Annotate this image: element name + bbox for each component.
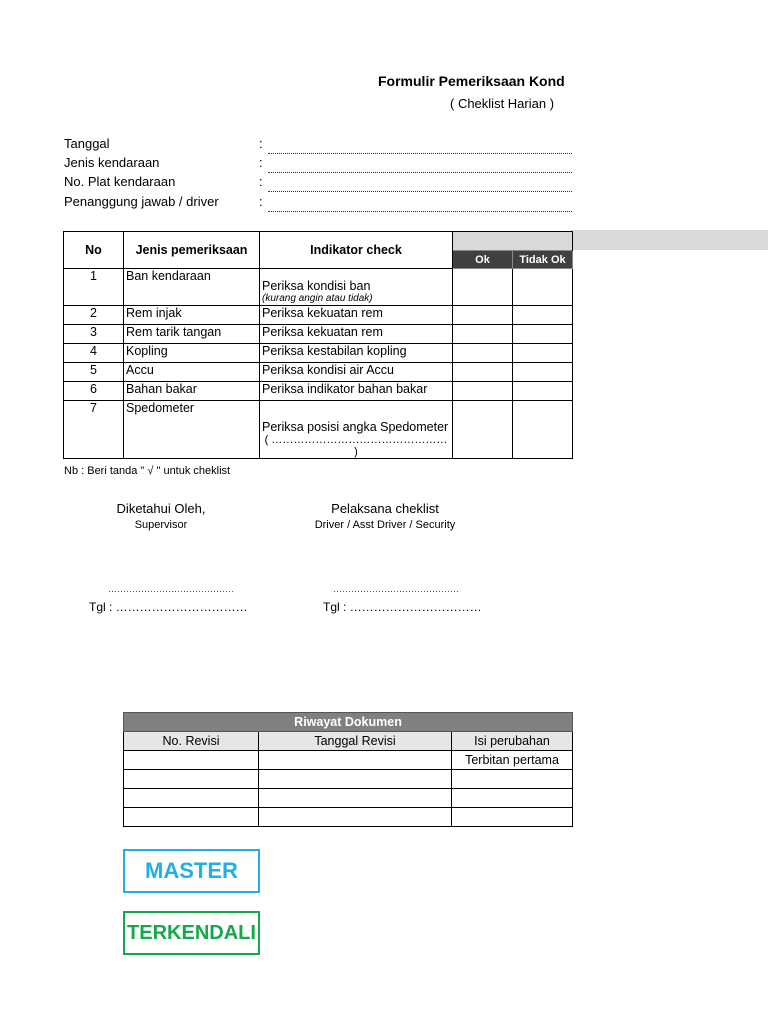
field-label-penanggung-jawab: Penanggung jawab / driver bbox=[64, 194, 219, 209]
revision-cell bbox=[124, 770, 259, 789]
row-jenis: Bahan bakar bbox=[124, 382, 260, 401]
ok-checkbox-cell[interactable] bbox=[453, 344, 513, 363]
row-indikator-note: (kurang angin atau tidak) bbox=[262, 293, 373, 304]
row-jenis: Accu bbox=[124, 363, 260, 382]
revision-cell bbox=[259, 751, 452, 770]
field-label-plat: No. Plat kendaraan bbox=[64, 174, 176, 189]
ok-checkbox-cell[interactable] bbox=[453, 269, 513, 306]
col-header-jenis: Jenis pemeriksaan bbox=[124, 232, 260, 269]
ok-checkbox-cell[interactable] bbox=[453, 401, 513, 459]
field-colon: : bbox=[259, 194, 263, 209]
terkendali-stamp: TERKENDALI bbox=[123, 911, 260, 955]
tidak-ok-checkbox-cell[interactable] bbox=[513, 344, 573, 363]
ok-checkbox-cell[interactable] bbox=[453, 382, 513, 401]
tidak-ok-checkbox-cell[interactable] bbox=[513, 382, 573, 401]
revision-col-tanggal: Tanggal Revisi bbox=[259, 732, 452, 751]
row-jenis: Rem tarik tangan bbox=[124, 325, 260, 344]
tidak-ok-checkbox-cell[interactable] bbox=[513, 325, 573, 344]
table-row bbox=[124, 770, 573, 789]
tidak-ok-checkbox-cell[interactable] bbox=[513, 306, 573, 325]
tidak-ok-checkbox-cell[interactable] bbox=[513, 269, 573, 306]
table-row bbox=[64, 344, 573, 363]
revision-history-title: Riwayat Dokumen bbox=[124, 713, 573, 732]
field-line-tanggal[interactable] bbox=[268, 153, 572, 154]
revision-cell bbox=[124, 751, 259, 770]
table-row bbox=[64, 269, 573, 306]
col-header-ok: Ok bbox=[453, 251, 513, 269]
row-no: 3 bbox=[64, 325, 124, 344]
table-row bbox=[64, 401, 573, 459]
revision-cell: Terbitan pertama bbox=[452, 751, 573, 770]
ok-checkbox-cell[interactable] bbox=[453, 306, 513, 325]
table-row bbox=[64, 382, 573, 401]
row-jenis: Rem injak bbox=[124, 306, 260, 325]
row-jenis: Kopling bbox=[124, 344, 260, 363]
revision-col-no: No. Revisi bbox=[124, 732, 259, 751]
row-indikator-text: Periksa kondisi ban bbox=[262, 279, 371, 293]
revision-cell bbox=[259, 770, 452, 789]
row-no: 4 bbox=[64, 344, 124, 363]
row-indikator: Periksa kekuatan rem bbox=[260, 306, 453, 325]
row-no: 6 bbox=[64, 382, 124, 401]
col-header-indikator: Indikator check bbox=[260, 232, 453, 269]
signature-left-line[interactable]: …………………………………… bbox=[108, 584, 234, 594]
field-line-plat[interactable] bbox=[268, 191, 572, 192]
revision-cell bbox=[124, 808, 259, 827]
field-colon: : bbox=[259, 174, 263, 189]
row-indikator bbox=[260, 269, 453, 306]
row-no: 2 bbox=[64, 306, 124, 325]
row-jenis: Ban kendaraan bbox=[124, 269, 260, 306]
tidak-ok-checkbox-cell[interactable] bbox=[513, 401, 573, 459]
row-indikator: Periksa kondisi air Accu bbox=[260, 363, 453, 382]
master-stamp: MASTER bbox=[123, 849, 260, 893]
signature-right-date[interactable]: Tgl : …………………………… bbox=[323, 600, 482, 614]
field-line-jenis-kendaraan[interactable] bbox=[268, 172, 572, 173]
field-colon: : bbox=[259, 136, 263, 151]
row-no: 1 bbox=[64, 269, 124, 306]
tidak-ok-checkbox-cell[interactable] bbox=[513, 363, 573, 382]
table-row bbox=[124, 751, 573, 770]
signature-left-title: Diketahui Oleh, bbox=[116, 501, 206, 516]
row-jenis: Spedometer bbox=[124, 401, 260, 459]
table-row bbox=[64, 363, 573, 382]
form-subtitle: ( Cheklist Harian ) bbox=[450, 96, 555, 111]
field-colon: : bbox=[259, 155, 263, 170]
revision-history-table bbox=[123, 712, 573, 827]
field-line-penanggung-jawab[interactable] bbox=[268, 211, 572, 212]
field-label-tanggal: Tanggal bbox=[64, 136, 110, 151]
field-label-jenis-kendaraan: Jenis kendaraan bbox=[64, 155, 160, 170]
row-indikator bbox=[260, 401, 453, 459]
table-row bbox=[64, 325, 573, 344]
signature-left-role: Supervisor bbox=[134, 519, 188, 531]
form-title: Formulir Pemeriksaan Kond bbox=[378, 73, 565, 89]
table-row bbox=[64, 306, 573, 325]
signature-right-role: Driver / Asst Driver / Security bbox=[314, 519, 456, 531]
row-indikator: Periksa indikator bahan bakar bbox=[260, 382, 453, 401]
revision-cell bbox=[452, 770, 573, 789]
row-no: 7 bbox=[64, 401, 124, 459]
revision-cell bbox=[124, 789, 259, 808]
row-indikator: Periksa kestabilan kopling bbox=[260, 344, 453, 363]
revision-cell bbox=[452, 789, 573, 808]
row-indikator-text: Periksa posisi angka Spedometer bbox=[262, 420, 449, 434]
checklist-note: Nb : Beri tanda " √ " untuk cheklist bbox=[64, 465, 231, 477]
signature-left-date[interactable]: Tgl : …………………………… bbox=[89, 600, 248, 614]
row-indikator-note: ( ………………………………………… ) bbox=[264, 434, 448, 458]
table-row bbox=[124, 808, 573, 827]
checklist-table bbox=[63, 231, 573, 459]
revision-cell bbox=[259, 808, 452, 827]
signature-right-line[interactable]: …………………………………… bbox=[333, 584, 459, 594]
ok-checkbox-cell[interactable] bbox=[453, 325, 513, 344]
revision-cell bbox=[452, 808, 573, 827]
col-header-tidak-ok: Tidak Ok bbox=[513, 251, 573, 269]
col-header-no: No bbox=[64, 232, 124, 269]
col-header-result-group bbox=[453, 232, 573, 251]
revision-col-isi: Isi perubahan bbox=[452, 732, 573, 751]
table-row bbox=[124, 789, 573, 808]
row-indikator: Periksa kekuatan rem bbox=[260, 325, 453, 344]
ok-checkbox-cell[interactable] bbox=[453, 363, 513, 382]
row-no: 5 bbox=[64, 363, 124, 382]
revision-cell bbox=[259, 789, 452, 808]
header-gray-band bbox=[571, 230, 768, 250]
signature-right-title: Pelaksana cheklist bbox=[331, 501, 439, 516]
